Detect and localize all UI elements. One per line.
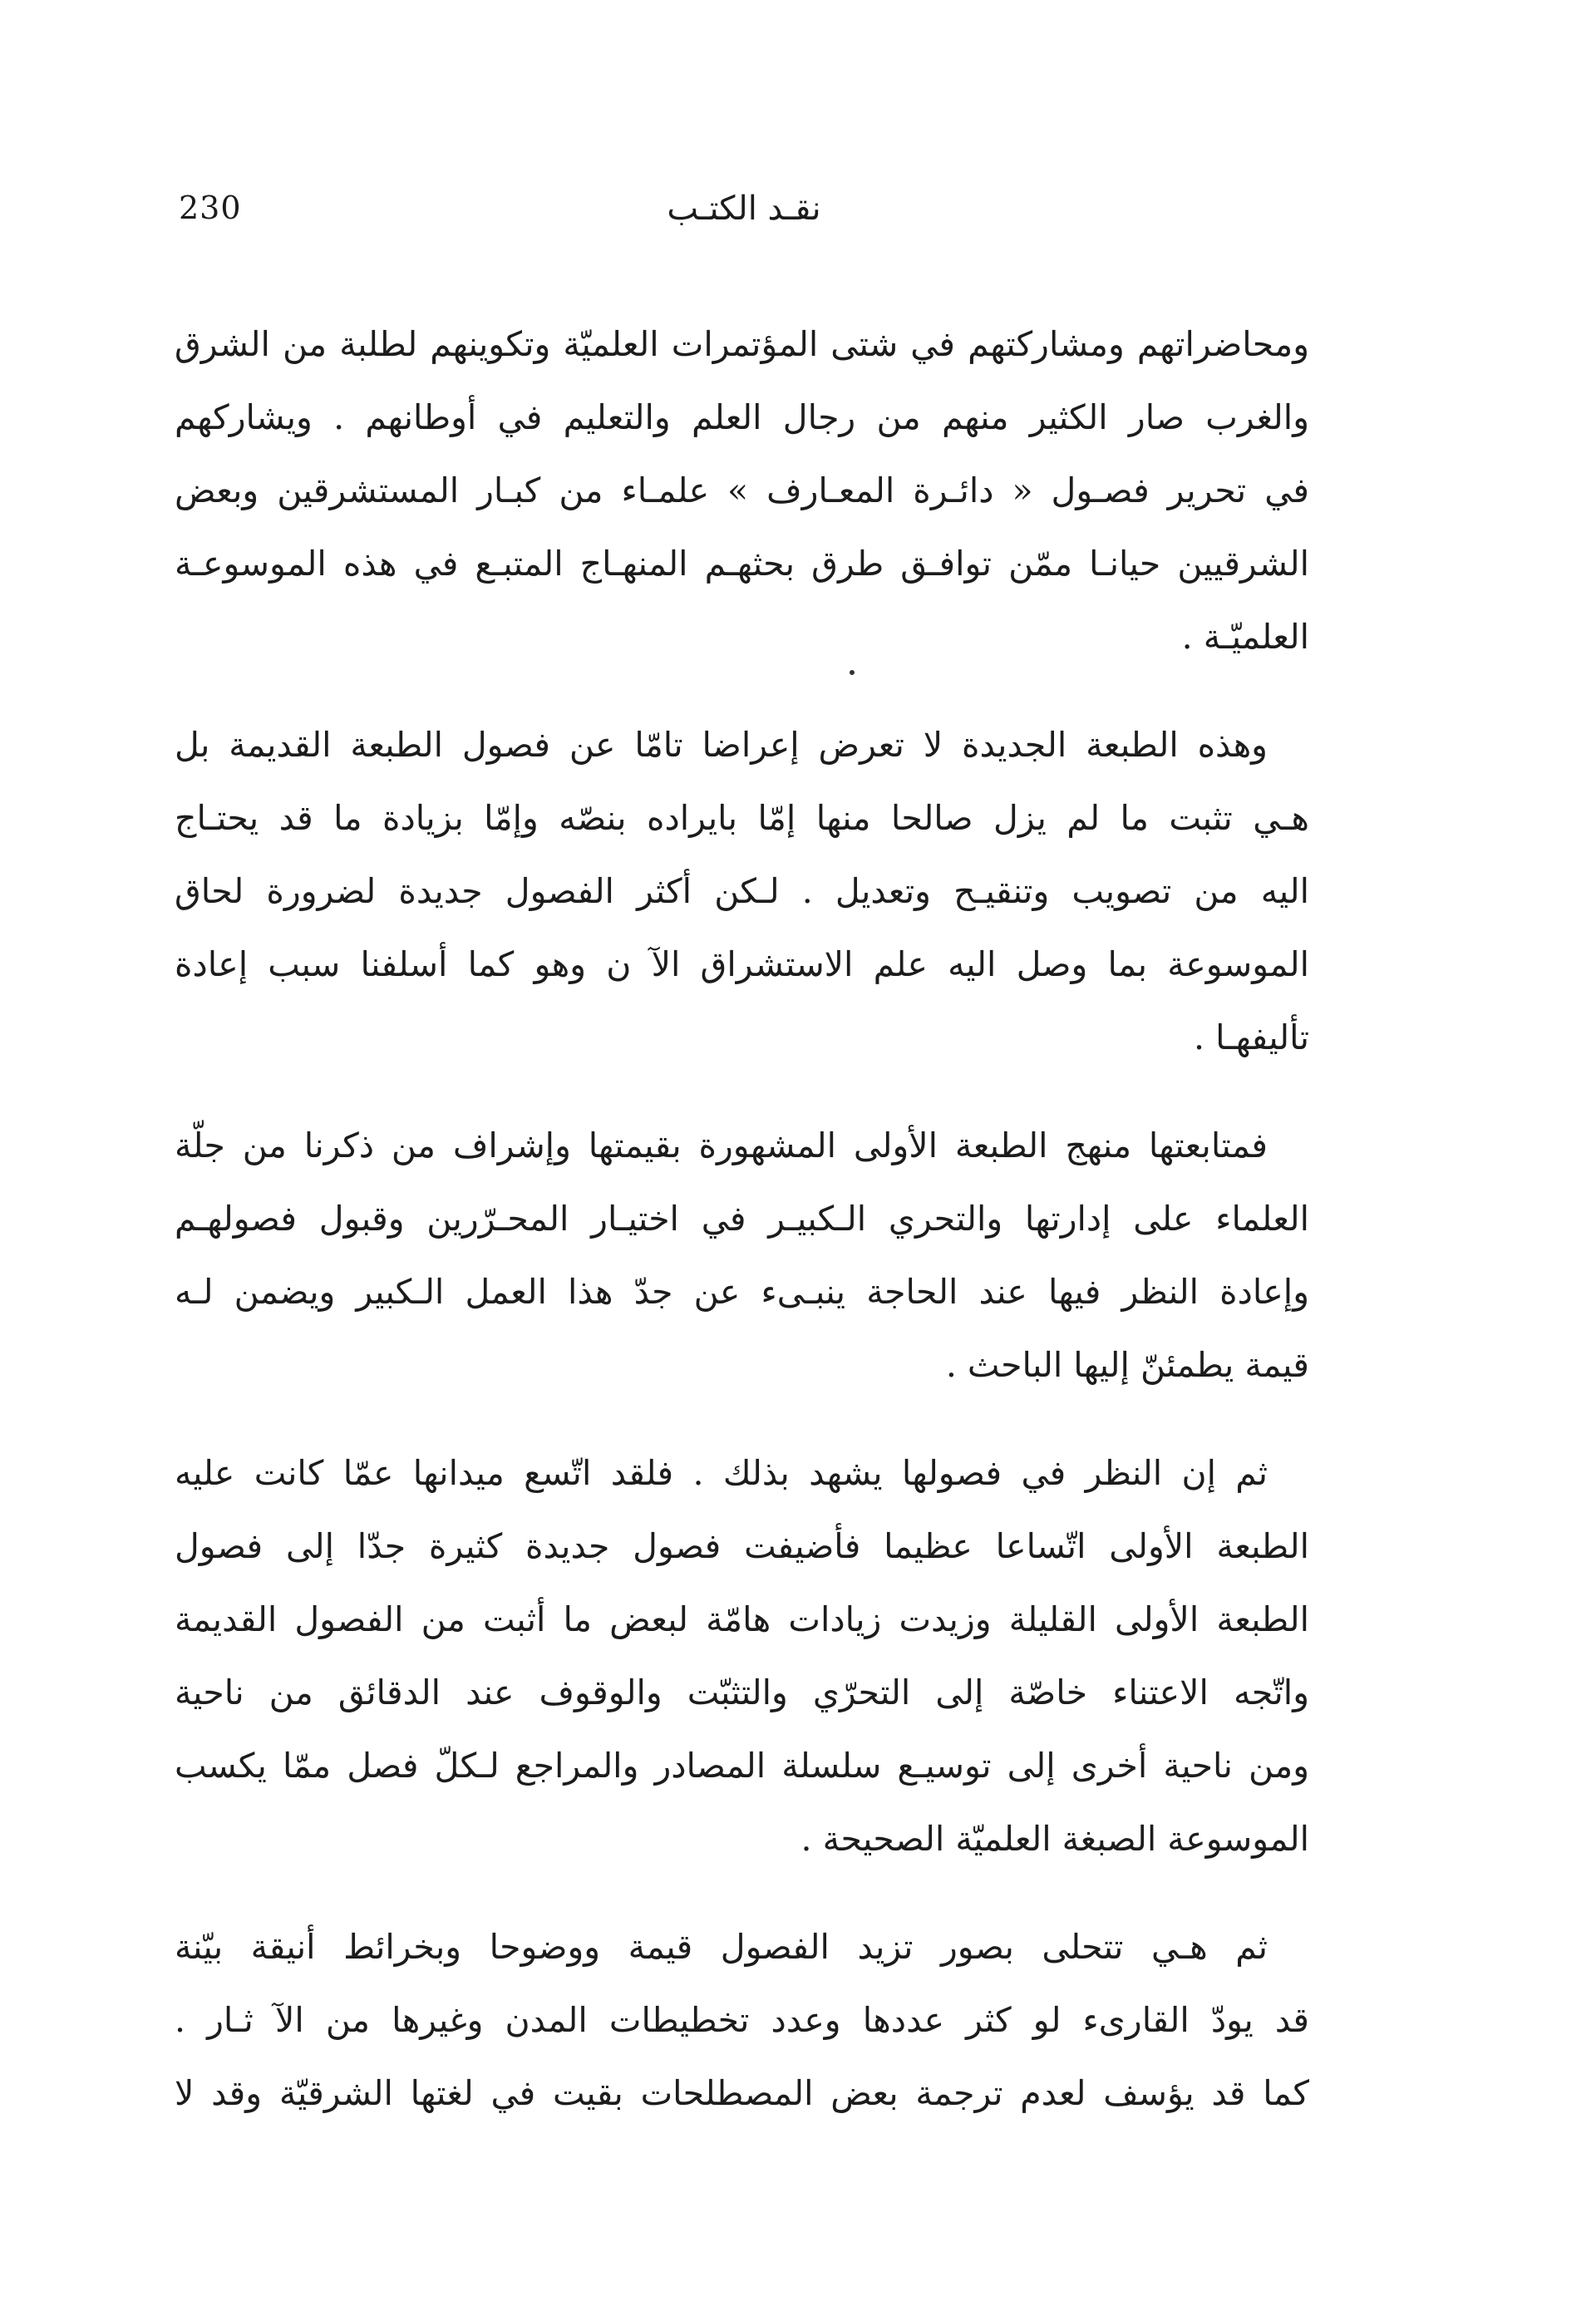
- text-line: قد يودّ القارىء لو كثر عددها وعدد تخطيطات المدن وغيرها من الآ ثـار .: [175, 2000, 1309, 2040]
- text-line: اليه من تصويب وتنقيـح وتعديل . لـكن أكثر الفصول جديدة لضرورة لحاق: [175, 871, 1309, 911]
- running-title: نقـد الكتـب: [667, 190, 821, 228]
- print-speck: [850, 670, 855, 675]
- text-line: العلماء على إدارتها والتحري الـكبيـر في اختيـار المحـرّرين وقبول فصولهـم: [175, 1199, 1309, 1239]
- text-line: الموسوعة الصبغة العلميّة الصحيحة .: [800, 1819, 1309, 1859]
- paragraph-1: [175, 308, 1309, 673]
- paragraph-2: [175, 708, 1309, 1074]
- text-line: الطبعة الأولى القليلة وزيدت زيادات هامّة لبعض ما أثبت من الفصول القديمة: [175, 1599, 1309, 1639]
- text-line: الطبعة الأولى اتّساعا عظيما فأضيفت فصول جديدة كثيرة جدّا إلى فصول: [175, 1526, 1309, 1566]
- text-line: فمتابعتها منهج الطبعة الأولى المشهورة بقيمتها وإشراف من ذكرنا من جلّة: [175, 1126, 1268, 1165]
- text-line: الموسوعة بما وصل اليه علم الاستشراق الآ ن وهو كما أسلفنا سبب إعادة: [175, 944, 1309, 984]
- text-line: كما قد يؤسف لعدم ترجمة بعض المصطلحات بقيت في لغتها الشرقيّة وقد لا: [175, 2073, 1309, 2113]
- paragraph-4: [175, 1436, 1309, 1875]
- text-line: في تحرير فصـول « دائـرة المعـارف » علمـاء من كبـار المستشرقين وبعض: [175, 471, 1309, 510]
- text-line: ثم إن النظر في فصولها يشهد بذلك . فلقد اتّسع ميدانها عمّا كانت عليه: [175, 1453, 1268, 1493]
- text-line: والغرب صار الكثير منهم من رجال العلم والتعليم في أوطانهم . ويشاركهم: [175, 397, 1309, 437]
- text-line: قيمة يطمئنّ إليها الباحث .: [945, 1345, 1309, 1385]
- body-text: [175, 308, 1309, 2163]
- text-line: وهذه الطبعة الجديدة لا تعرض إعراضا تامّا عن فصول الطبعة القديمة بل: [175, 725, 1268, 765]
- text-line: ثم هـي تتحلى بصور تزيد الفصول قيمة ووضوحا وبخرائط أنيقة بيّنة: [175, 1927, 1268, 1967]
- text-line: تأليفهـا .: [1194, 1017, 1309, 1057]
- paragraph-3: [175, 1109, 1309, 1402]
- text-line: وإعادة النظر فيها عند الحاجة ينبـىء عن جدّ هذا العمل الـكبير ويضمن لـه: [175, 1272, 1309, 1312]
- text-line: العلميّـة .: [1181, 617, 1309, 657]
- text-line: ومحاضراتهم ومشاركتهم في شتى المؤتمرات العلميّة وتكوينهم لطلبة من الشرق: [175, 324, 1309, 364]
- text-line: ومن ناحية أخرى إلى توسيـع سلسلة المصادر والمراجع لـكلّ فصل ممّا يكسب: [175, 1746, 1309, 1786]
- paragraph-5: [175, 1910, 1309, 2130]
- text-line: واتّجه الاعتناء خاصّة إلى التحرّي والتثبّت والوقوف عند الدقائق من ناحية: [175, 1673, 1309, 1712]
- page-number: 230: [179, 190, 242, 226]
- text-line: هـي تثبت ما لم يزل صالحا منها إمّا بايراده بنصّه وإمّا بزيادة ما قد يحتـاج: [175, 798, 1309, 838]
- text-line: الشرقيين حيانـا ممّن توافـق طرق بحثهـم المنهـاج المتبـع في هذه الموسوعـة: [175, 544, 1309, 584]
- running-head: [179, 190, 1309, 239]
